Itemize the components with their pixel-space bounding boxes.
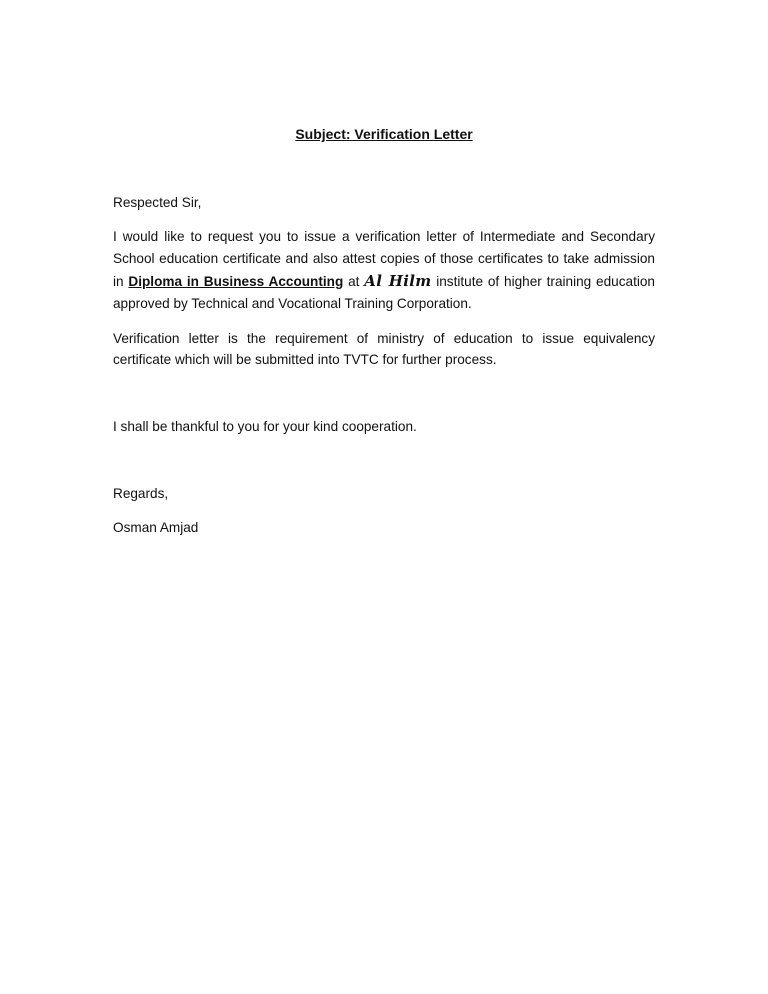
letter-salutation: Respected Sir, — [113, 195, 202, 210]
paragraph-request-text-after: institute of higher training education approved by Technical and Vocational Training Corporation. — [113, 274, 655, 311]
paragraph-request — [113, 226, 655, 315]
letter-signature: Osman Amjad — [113, 520, 199, 535]
paragraph-request-text-before: I would like to request you to issue a verification letter of Intermediate and Secondary School education certificate and also attest copies of those certificates to take admission in — [113, 229, 655, 289]
letter-body — [113, 124, 655, 535]
letter-subject: Subject: Verification Letter — [295, 126, 473, 142]
institute-name: Al Hilm — [364, 272, 432, 290]
letter-closing: Regards, — [113, 486, 169, 501]
paragraph-request-text-at: at — [343, 274, 365, 289]
program-name: Diploma in Business Accounting — [128, 274, 344, 289]
paragraph-requirement: Verification letter is the requirement of ministry of education to issue equivalency certificate which will be submitted into TVTC for further process. — [113, 331, 655, 367]
paragraph-thanks: I shall be thankful to you for your kind cooperation. — [113, 419, 417, 434]
